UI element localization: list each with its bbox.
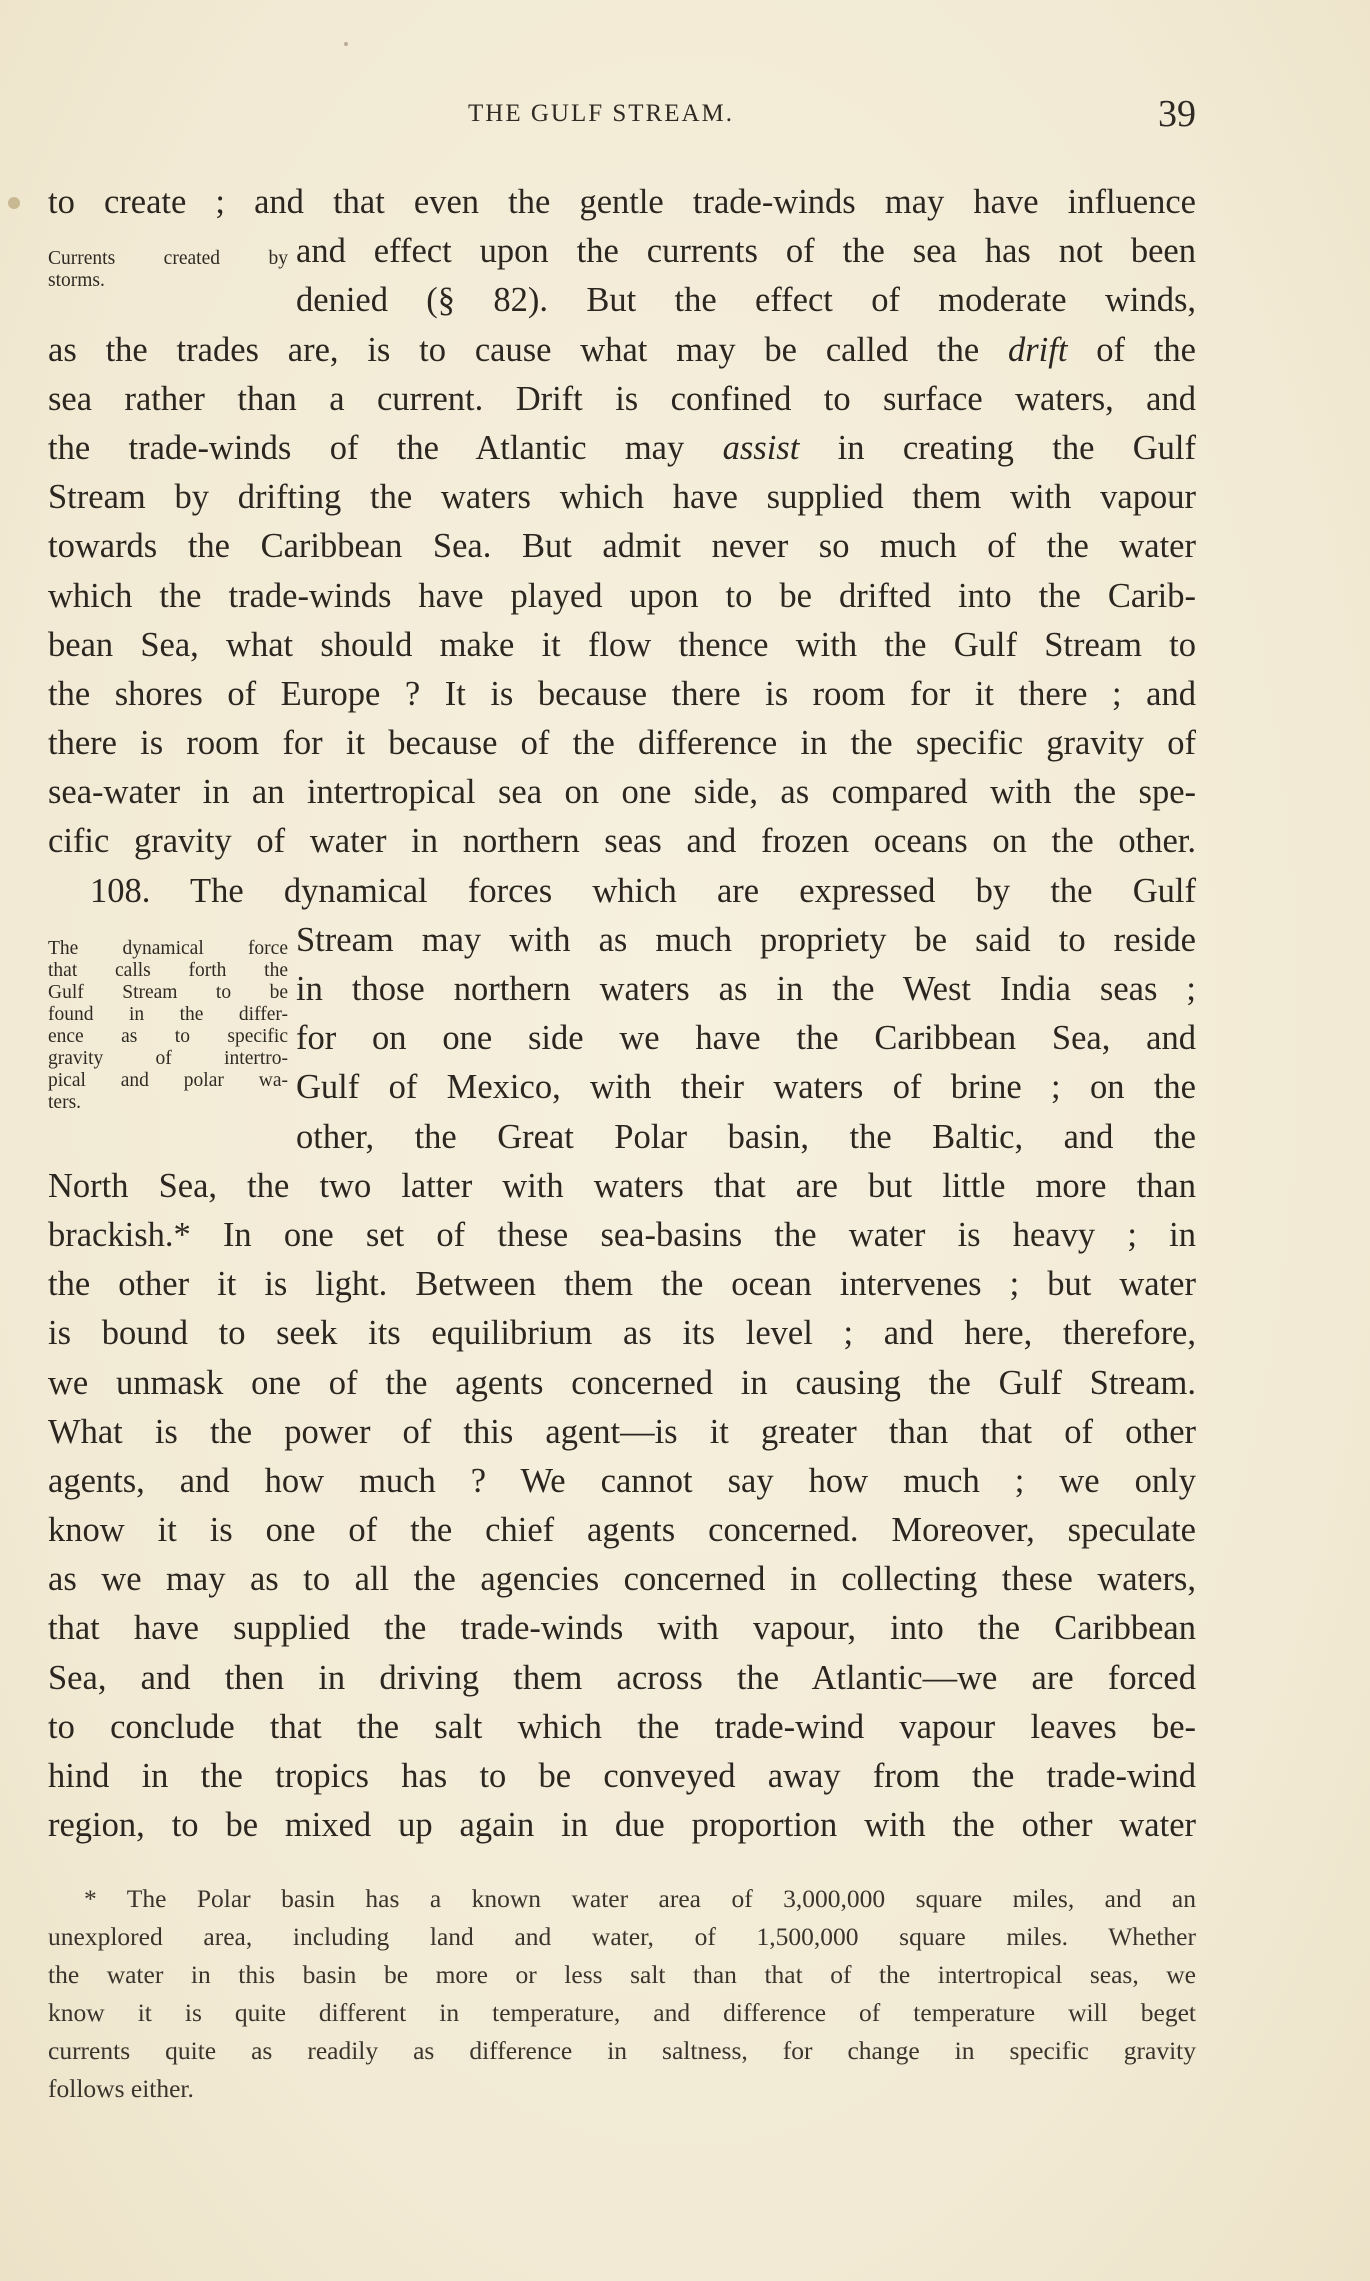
sidenote-line: ters.	[48, 1092, 82, 1113]
text-line: as we may as to all the agencies concerned in collecting these waters,	[48, 1560, 1196, 1599]
text-line: Stream may with as much propriety be said to reside	[296, 920, 1196, 959]
sidenote-line: pical and polar wa-	[48, 1070, 288, 1091]
footnote-line: unexplored area, including land and water, of 1,500,000 square miles. Whether	[48, 1922, 1196, 1951]
text-line: is bound to seek its equilibrium as its level ; and here, therefore,	[48, 1314, 1196, 1353]
footnote-line: know it is quite different in temperature, and difference of temperature will beget	[48, 1998, 1196, 2027]
body-text	[48, 178, 1196, 1850]
text-line: towards the Caribbean Sea. But admit never so much of the water	[48, 527, 1196, 566]
text-line: North Sea, the two latter with waters that are but little more than	[48, 1166, 1196, 1205]
text-line-assist	[48, 424, 1196, 473]
text-line: Stream by drifting the waters which have supplied them with vapour	[48, 478, 1196, 517]
page-header	[48, 92, 1196, 140]
text-line: the other it is light. Between them the ocean intervenes ; but water	[48, 1265, 1196, 1304]
footnote-line: * The Polar basin has a known water area of 3,000,000 square miles, and an	[84, 1884, 1196, 1913]
text-line: in those northern waters as in the West India seas ;	[296, 970, 1196, 1008]
text-line: bean Sea, what should make it flow thence with the Gulf Stream to	[48, 625, 1196, 664]
sidenote-line: The dynamical force	[48, 938, 288, 959]
footnote-line: currents quite as readily as difference in saltness, for change in specific gravity	[48, 2036, 1196, 2065]
italic-word-assist: assist	[722, 428, 800, 467]
text-line: for on one side we have the Caribbean Sea, and	[296, 1019, 1196, 1058]
sidenote-line: Gulf Stream to be	[48, 982, 288, 1003]
footnote	[48, 1880, 1196, 2108]
text-line: sea rather than a current. Drift is confined to surface waters, and	[48, 379, 1196, 418]
footnote-line: follows either.	[48, 2074, 194, 2103]
text-line: we unmask one of the agents concerned in causing the Gulf Stream.	[48, 1363, 1196, 1402]
text-line: denied (§ 82). But the effect of moderate winds,	[296, 281, 1196, 320]
text-line: region, to be mixed up again in due proportion with the other water	[48, 1806, 1196, 1845]
stray-ink-mark	[344, 42, 348, 46]
sidenote-line: that calls forth the	[48, 960, 288, 981]
text-line: Sea, and then in driving them across the Atlantic—we are forced	[48, 1658, 1196, 1697]
sidenote-line: found in the differ-	[48, 1004, 288, 1025]
text-line: to create ; and that even the gentle trade-winds may have influence	[48, 183, 1196, 221]
text-line: cific gravity of water in northern seas and frozen oceans on the other.	[48, 822, 1196, 861]
text-line: there is room for it because of the difference in the specific gravity of	[48, 724, 1196, 763]
text-line: sea-water in an intertropical sea on one side, as compared with the spe-	[48, 773, 1196, 812]
text-line: Gulf of Mexico, with their waters of brine ; on the	[296, 1068, 1196, 1107]
text-line-drift	[48, 326, 1196, 375]
sidenote-line: storms.	[48, 270, 105, 291]
text-line: that have supplied the trade-winds with vapour, into the Caribbean	[48, 1609, 1196, 1648]
text-run: of the	[1067, 330, 1196, 369]
text-line: to conclude that the salt which the trade-wind vapour leaves be-	[48, 1707, 1196, 1746]
sidenote-line: Currents created by	[48, 248, 288, 269]
text-line: know it is one of the chief agents concerned. Moreover, speculate	[48, 1511, 1196, 1550]
page-number: 39	[1158, 93, 1196, 135]
margin-ink-spot	[8, 197, 20, 209]
text-run: the trade-winds of the Atlantic may	[48, 428, 723, 467]
text-run: as the trades are, is to cause what may be called the	[48, 330, 1008, 369]
text-line: brackish.* In one set of these sea-basins the water is heavy ; in	[48, 1215, 1196, 1254]
text-line: other, the Great Polar basin, the Baltic, and the	[296, 1117, 1196, 1156]
text-line: the shores of Europe ? It is because there is room for it there ; and	[48, 674, 1196, 713]
sidenote-line: gravity of intertro-	[48, 1048, 288, 1069]
text-run: in creating the Gulf	[799, 428, 1196, 467]
text-line: hind in the tropics has to be conveyed away from the trade-wind	[48, 1757, 1196, 1795]
paragraph-108-first-line: 108. The dynamical forces which are expressed by the Gulf	[90, 871, 1196, 910]
italic-word-drift: drift	[1008, 330, 1068, 369]
footnote-line: the water in this basin be more or less salt than that of the intertropical seas, we	[48, 1960, 1196, 1989]
text-line: What is the power of this agent—is it greater than that of other	[48, 1412, 1196, 1451]
text-line: and effect upon the currents of the sea has not been	[296, 232, 1196, 271]
text-line: which the trade-winds have played upon to be drifted into the Carib-	[48, 576, 1196, 615]
sidenote-line: ence as to specific	[48, 1026, 288, 1047]
running-head: THE GULF STREAM.	[468, 100, 735, 127]
text-line: agents, and how much ? We cannot say how much ; we only	[48, 1461, 1196, 1500]
